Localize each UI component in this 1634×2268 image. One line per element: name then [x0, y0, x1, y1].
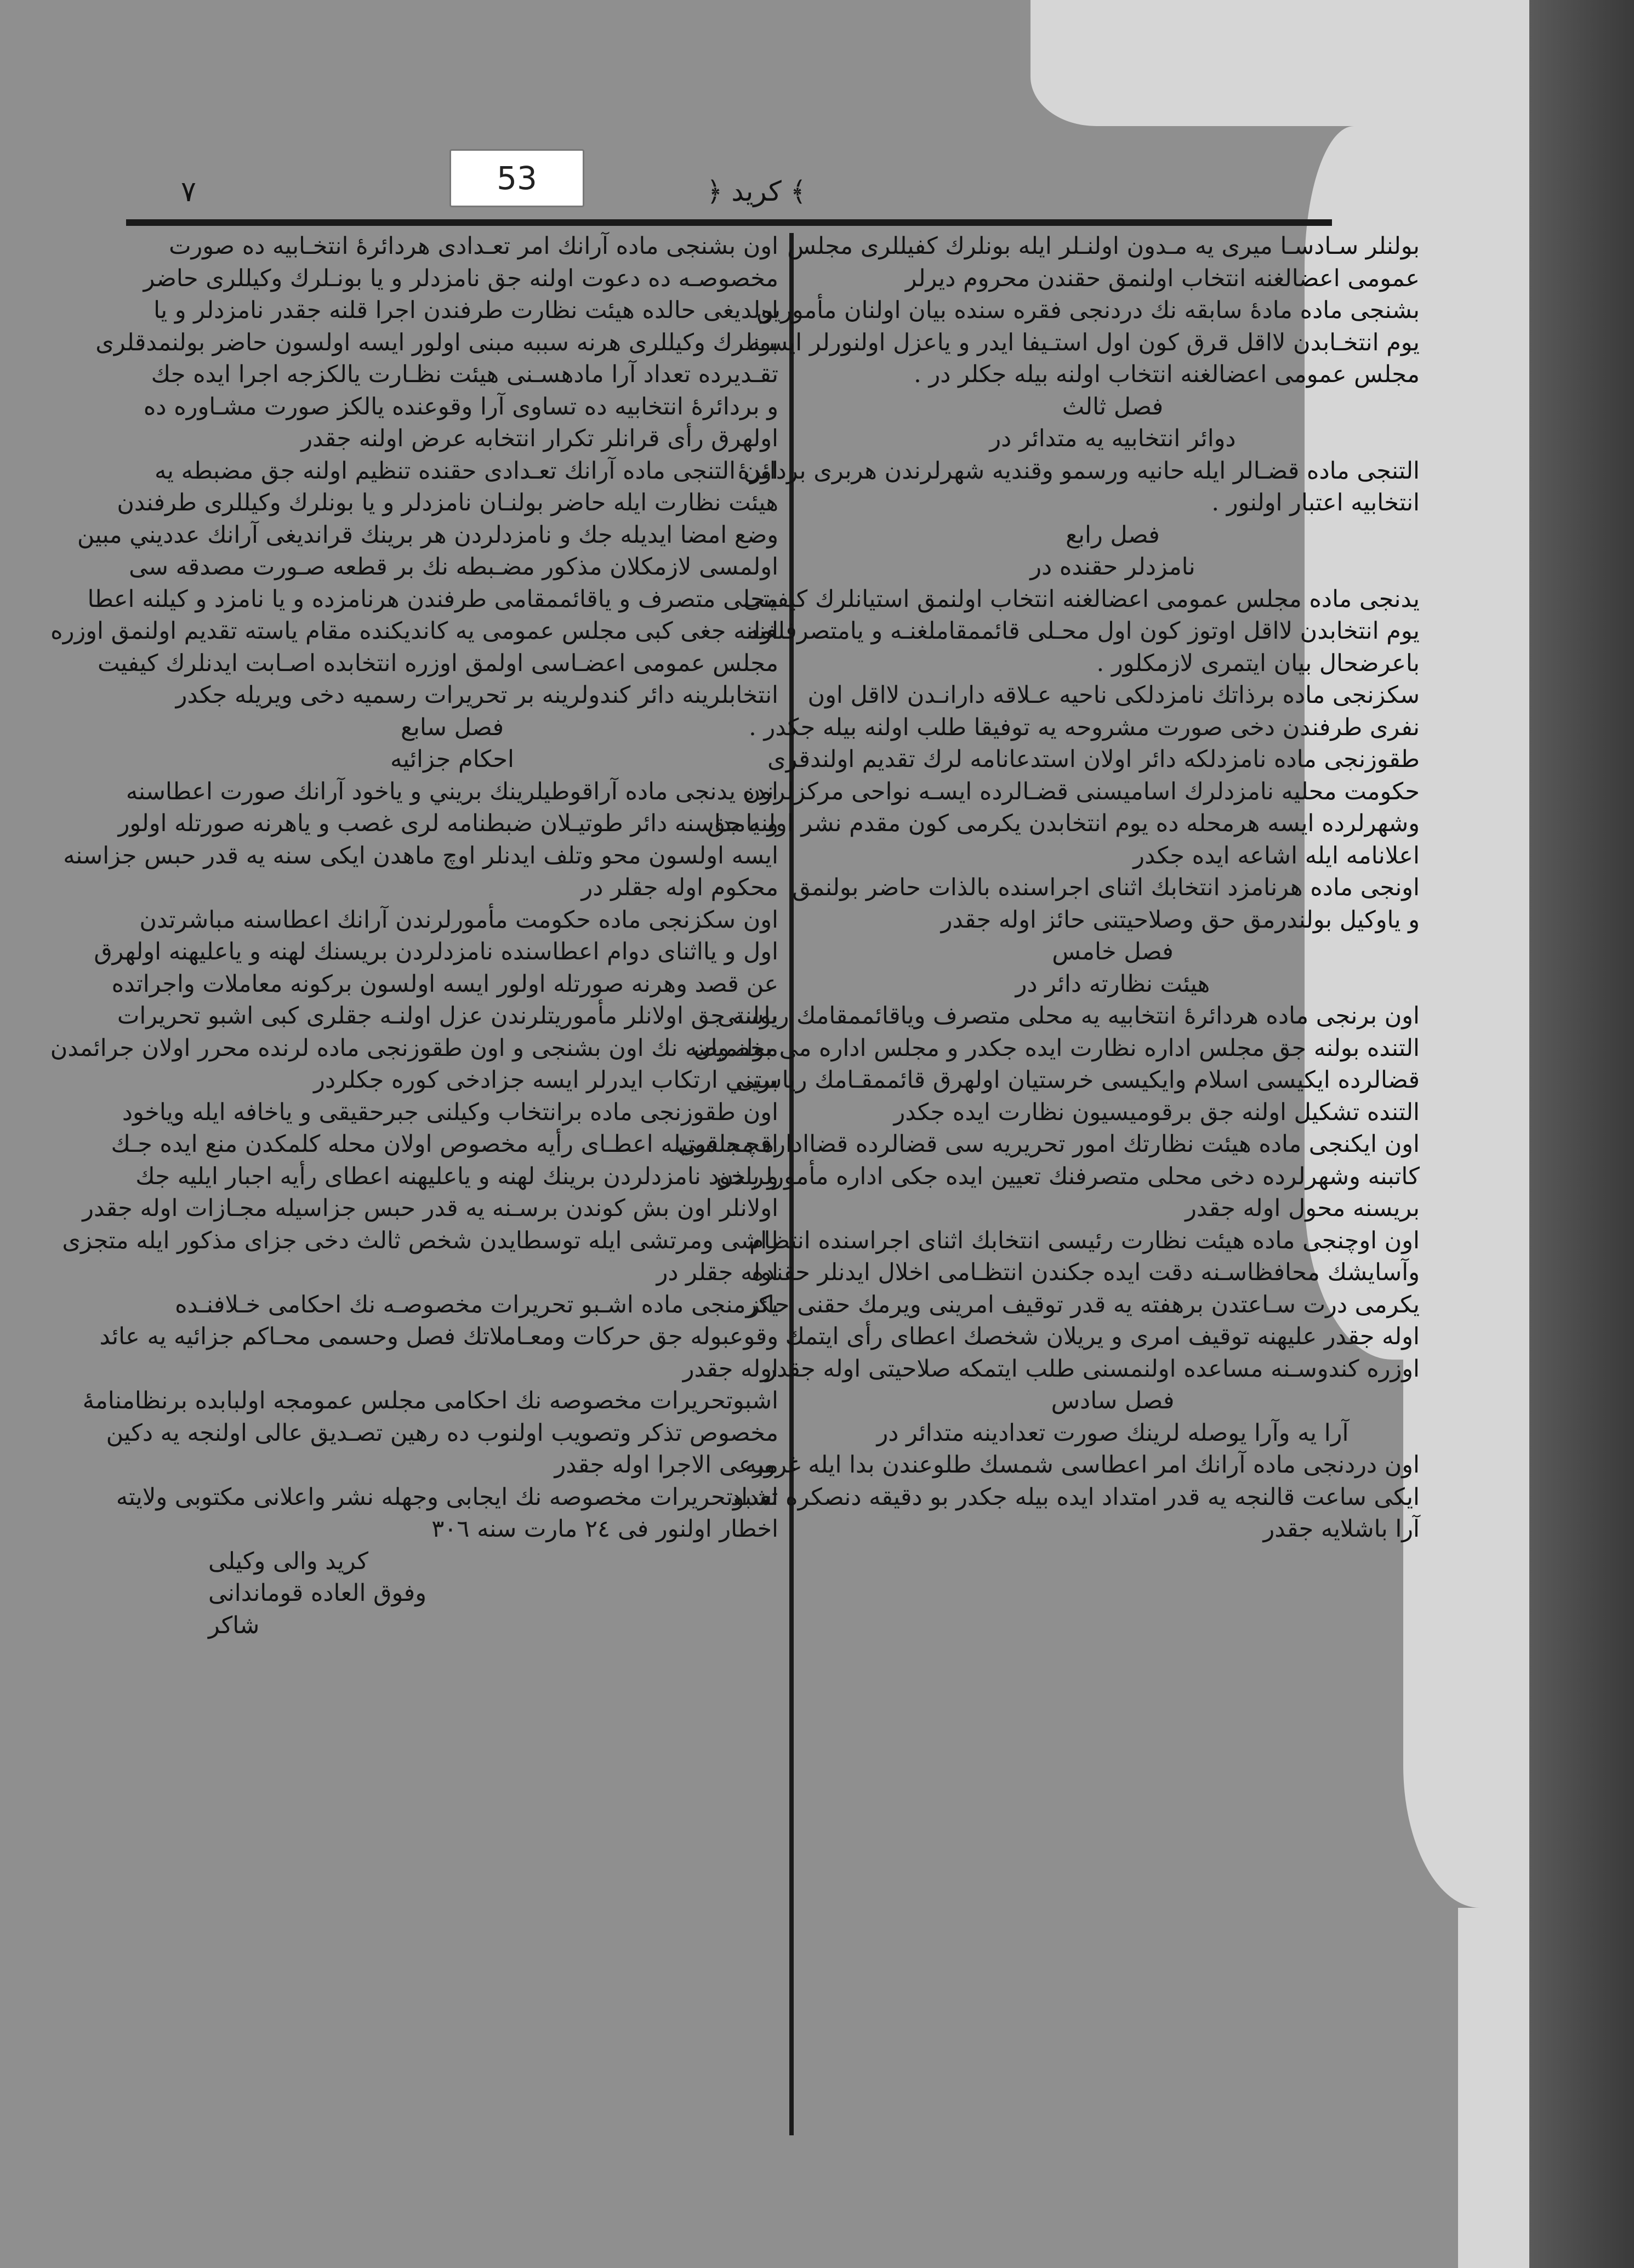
section-heading: نامزدلر حقنده در — [1030, 553, 1195, 581]
text-line: التنده بولنه جق مجلس اداره نظارت ايده جكدر و مجلس اداره مى بولنميان — [693, 1034, 1420, 1062]
text-line: انتخابلرينه دائر كندولرينه بر تحريرات رسميه دخى ويريله جكدر — [175, 681, 778, 709]
text-line: اوزره كندوسـنه مساعده اولنمسنى طلب ايتمكه صلاحيتى اوله جقدر — [765, 1355, 1420, 1383]
text-line: مجلس عمومى اعضالغنه انتخاب اولنه بيله جكلر در . — [914, 361, 1420, 388]
text-line: يكرمى درت سـاعتدن برهفته يه قدر توقيف امرينى ويرمك حقنى حائز — [748, 1291, 1420, 1318]
section-heading: فصل ثالث — [1062, 393, 1164, 420]
text-line: اون طقوزنجى ماده برانتخاب وكيلنى جبرحقيقى و ياخافه ايله وياخود — [122, 1098, 778, 1126]
text-line: اون التنجى ماده آرانك تعـدادى حقنده تنظيم اولنه جق مضبطه يه — [154, 457, 778, 485]
text-line: باعرضحال بيان ايتمرى لازمكلور . — [1096, 649, 1420, 677]
text-line: طقوزنجى ماده نامزدلكه دائر اولان استدعانامه لرك تقديم اولندقرى — [767, 746, 1420, 773]
text-line: نفرى طرفندن دخى صورت مشروحه يه توفيقا طلب اولنه بيله جكدر . — [749, 713, 1420, 741]
text-line: بريسنه محول اوله جقدر — [1185, 1195, 1420, 1222]
section-heading: فصل رابع — [1066, 521, 1160, 549]
text-line: التنجى ماده قضـالر ايله حانيه ورسمو وقنديه شهرلرندن هربرى بردائرهٔ — [737, 457, 1420, 485]
text-line: مخصوصـه ده دعوت اولنه جق نامزدلر و يا بونـلرك وكيللرى حاضر — [143, 264, 778, 292]
torn-paper-area — [1403, 1360, 1529, 1908]
text-line: اولمسى لازمكلان مذكور مضـبطه نك بر قطعه صـورت مصدقه سى — [129, 553, 778, 581]
text-line: قضالرده ايكيسى اسلام وايكيسى خرستيان اولهرق قائممقـامك رياستى — [735, 1066, 1420, 1094]
page-number-label: 53 — [449, 149, 584, 207]
text-line: يوم انتخابدن لااقل اوتوز كون اول محـلى قائممقاملغنـه و يامتصرفلغنه — [747, 617, 1420, 645]
masthead-title: ﴿ كريد ﴾ — [707, 175, 806, 207]
section-heading: هيئت نظارته دائر در — [1015, 970, 1210, 998]
text-line: اولهرق رأى قرانلر تكرار انتخابه عرض اولنه جقدر — [301, 425, 778, 452]
text-line: وآسايشك محافظاسـنه دقت ايده جكندن انتظـامى اخلال ايدنلر حقنده — [751, 1259, 1420, 1286]
section-heading: فصل سابع — [400, 713, 504, 741]
text-line: هيئت نظارت ايله حاضر بولنـان نامزدلر و يا بونلرك وكيللرى طرفندن — [117, 489, 778, 516]
scan-margin — [1529, 0, 1634, 2268]
text-line: اوله جقدر — [682, 1355, 778, 1383]
text-line: اوله جقدر عليهنه توقيف امرى و يريلان شخصك اعطاى رأى ايتمك — [785, 1323, 1420, 1350]
header-rule — [126, 219, 1332, 226]
torn-paper-area — [1458, 1908, 1529, 2268]
text-line: اون سكزنجى ماده حكومت مأمورلرندن آرانك اعطاسنه مباشرتدن — [139, 906, 778, 934]
text-line: بشنجى ماده مادهٔ سابقه نك دردنجى فقره سنده بيان اولنان مأمورين — [756, 297, 1420, 324]
text-line: بولنه جق اولانلر مأموريتلرندن عزل اولنـه جقلرى كبى اشبو تحريرات — [117, 1002, 778, 1030]
section-heading: فصل سادس — [1051, 1387, 1175, 1414]
signature-line: شاكر — [208, 1611, 260, 1639]
text-line: اون بشنجى ماده آرانك امر تعـدادى هردائرهٔ انتخـابيه ده صورت — [169, 232, 778, 260]
text-line: اخطار اولنور فى ٢٤ مارت سنه ٣٠٦ — [431, 1515, 778, 1543]
text-line: ايسه اولسون محو وتلف ايدنلر اوچ ماهدن ايكى سنه يه قدر حبس جزاسنه — [63, 842, 778, 869]
text-line: اول و يااثناى دوام اعطاسنده نامزدلردن بريسنك لهنه و ياعليهنه اولهرق — [94, 938, 778, 965]
text-line: اقچـه قوتيله اعطـاى رأيه مخصوص اولان محله كلمكدن منع ايده جـك — [111, 1130, 778, 1158]
text-line: انتخابيه اعتبار اولنور . — [1211, 489, 1420, 516]
text-line: يوم انتخـابدن لااقل قرق كون اول استـيفا ايدر و ياعزل اولنورلر ايسـه — [748, 328, 1420, 356]
text-line: عمومى اعضالغنه انتخاب اولنمق حقندن محروم ديرلر — [905, 264, 1420, 292]
left-column — [50, 230, 778, 1641]
text-line: اونجى ماده هرنامزد انتخابك اثناى اجراسنده بالذات حاضر بولنمق — [792, 874, 1420, 901]
text-line: بولنلر سـادسـا ميرى يه مـدون اولنـلر ايله بونلرك كفيللرى مجلس — [787, 232, 1420, 260]
text-line: راشى ومرتشى ايله توسطايدن شخص ثالث دخى جزاى مذكور ايله متجزى — [62, 1226, 778, 1254]
text-line: بونلرك وكيللرى هرنه سببه مبنى اولور ايسه اولسون حاضر بولنمدقلرى — [95, 328, 778, 356]
section-heading: فصل خامس — [1052, 938, 1174, 965]
text-line: وضع امضا ايديله جك و نامزدلردن هر برينك قرانديغى آرانك عدديني مبين — [77, 521, 778, 549]
text-line: مجلس عمومى اعضـاسى اولمق اوزره انتخابده اصـابت ايدنلرك كيفيت — [98, 649, 778, 677]
text-line: اون يدنجى ماده آراقوطيلرينك بريني و ياخود آرانك صورت اعطاسنه — [126, 777, 778, 805]
text-line: اشبوتحريرات مخصوصه نك ايجابى وجهله نشر واعلانى مكتوبى ولايته — [116, 1483, 778, 1511]
text-line: مخصوص تذكر وتصويب اولنوب ده رهين تصـديق عالى اولنجه يه دكين — [106, 1419, 778, 1447]
signature-line: وفوق العاده قوماندانى — [208, 1579, 427, 1607]
text-line: سكزنجى ماده برذاتك نامزدلكى ناحيه عـلاقه دارانـدن لااقل اون — [807, 681, 1420, 709]
text-line: التنده تشكيل اولنه جق برقوميسيون نظارت ايده جكدر — [893, 1098, 1420, 1126]
text-line: حكومت محليه نامزدلرك اساميسنى قضـالرده ايسـه نواحى مركزلرنده — [742, 777, 1420, 805]
text-line: اون برنجى ماده هردائرهٔ انتخابيه يه محلى متصرف وياقائممقامك رياستى — [717, 1002, 1420, 1030]
text-line: مرعى الاجرا اوله جقدر — [554, 1451, 778, 1479]
text-line: آرا باشلايه جقدر — [1263, 1515, 1420, 1543]
text-line: و بردائرهٔ انتخابيه ده تساوى آرا وقوعنده يالكز صورت مشـاوره ده — [143, 393, 778, 420]
section-heading: دوائر انتخابيه يه متدائر در — [989, 425, 1236, 452]
text-line: يدنجى ماده مجلس عمومى اعضالغنه انتخاب اولنمق استيانلرك كيفيتى — [743, 585, 1420, 613]
text-line: محكوم اوله جقلر در — [581, 874, 778, 901]
text-line: محلى متصرف و ياقائممقامى طرفندن هرنامزده و يا نامزد و كيلنه اعطا — [87, 585, 778, 613]
text-line: اولديغى حالده هيئت نظارت طرفندن اجرا قلنه جقدر نامزدلر و يا — [153, 297, 778, 324]
torn-paper-area — [1030, 0, 1529, 126]
text-line: كاتبنه وشهرلرده دخى محلى متصرفنك تعيين ايده جكى اداره مأمورلرندن — [716, 1162, 1420, 1190]
text-line: عن قصد وهرنه صورتله اولور ايسه اولسون بركونه معاملات واجراتده — [111, 970, 778, 998]
text-line: يكرمنجى ماده اشـبو تحريرات مخصوصـه نك احكامى خـلافنـده — [175, 1291, 778, 1318]
text-line: مخصوصه نك اون بشنجى و اون طقوزنجى ماده لرنده محرر اولان جرائمدن — [50, 1034, 778, 1062]
text-line: ايكى ساعت قالنجه يه قدر امتداد ايده بيله جكدر بو دقيقه دنصكره تعداد — [731, 1483, 1420, 1511]
text-line: اون اوچنجى ماده هيئت نظارت رئيسى انتخابك اثناى اجراسنده انتظام — [749, 1226, 1420, 1254]
text-line: و يامداسنه دائر طوتيـلان ضبطنامه لرى غصب و ياهرنه صورتله اولور — [118, 810, 778, 837]
text-line: وقوعبوله جق حركات ومعـاملاتك فصل وحسمى محـاكم جزائيه يه عائد — [99, 1323, 778, 1350]
text-line: اوله جقلر در — [656, 1259, 778, 1286]
signature-line: كريد والى وكيلى — [208, 1547, 369, 1575]
folio-number: ٧ — [181, 175, 196, 208]
text-line: اون دردنجى ماده آرانك امر اعطاسى شمسك طلوعندن بدا ايله غروبه — [744, 1451, 1420, 1479]
text-line: و ياخود نامزدلردن برينك لهنه و ياعليهنه اعطاى رأيه اجبار ايليه جك — [135, 1162, 778, 1190]
text-line: بريني ارتكاب ايدرلر ايسه جزادخى كوره جكلردر — [314, 1066, 778, 1094]
section-heading: احكام جزائيه — [390, 746, 514, 773]
text-line: و ياوكيل بولندرمق حق وصلاحيتنى حائز اوله جقدر — [941, 906, 1420, 934]
section-heading: آرا يه وآرا يوصله لرينك صورت تعدادينه متدائر در — [876, 1419, 1349, 1447]
text-line: اعلانامه ايله اشاعه ايده جكدر — [1133, 842, 1420, 869]
text-line: اولانلر اون بش كوندن برسـنه يه قدر حبس جزاسيله مجـازات اوله جقدر — [82, 1195, 778, 1222]
text-line: وشهرلرده ايسه هرمحله ده يوم انتخابدن يكرمى كون مقدم نشر اولنه جق — [707, 810, 1420, 837]
text-line: اون ايكنجى ماده هيئت نظارتك امور تحريريه سى قضالرده قضااداره مجلسى — [677, 1130, 1420, 1158]
text-line: تقـديرده تعداد آرا مادهسـنى هيئت نظـارت يالكزجه اجرا ايده جك — [151, 361, 778, 388]
text-line: اشبوتحريرات مخصوصه نك احكامى مجلس عمومجه اولبابده برنظامنامهٔ — [82, 1387, 778, 1414]
text-line: اولنه جغى كبى مجلس عمومى يه كانديكنده مقام ياسته تقديم اولنمق اوزره — [50, 617, 778, 645]
